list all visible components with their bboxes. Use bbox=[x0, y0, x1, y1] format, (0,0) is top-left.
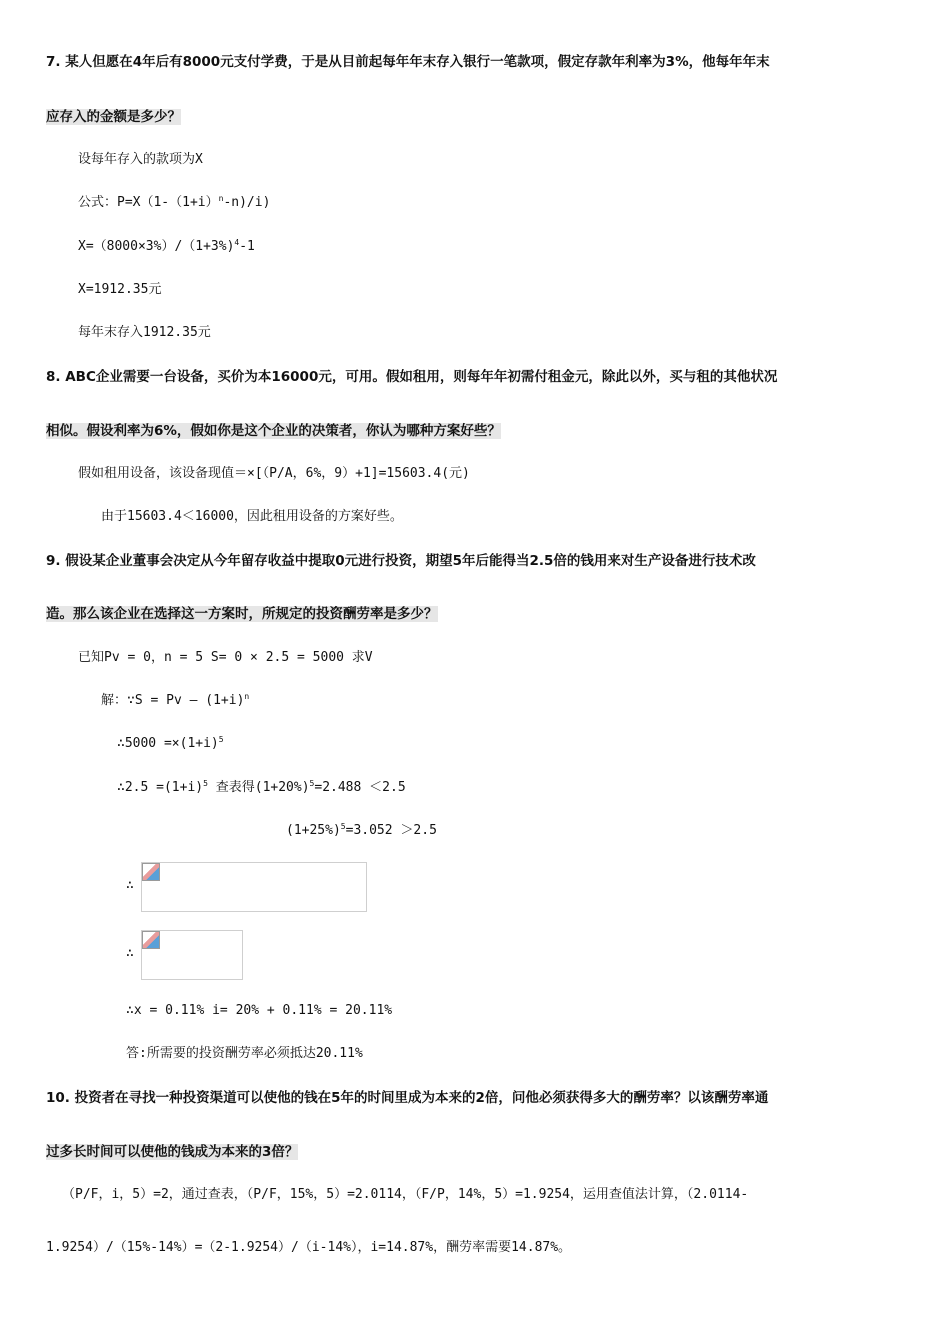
q9-answer: 答:所需要的投资酬劳率必须抵达20.11% bbox=[126, 1046, 363, 1061]
q10-title-line1: 10. 投资者在寻找一种投资渠道可以使他的钱在5年的时间里成为本来的2倍，问他必须获得多大的酬劳率？以该酬劳率通 bbox=[46, 1090, 769, 1106]
q7-answer-1: 设每年存入的款项为X bbox=[78, 152, 203, 167]
q10-answer-1: （P/F，i，5）=2，通过查表，（P/F，15%，5）=2.0114，（F/P，14%，5）=1.9254，运用查值法计算，（2.0114- bbox=[62, 1187, 749, 1202]
q7-formula: 公式：$P=X(1-(1+i)^n-n)/i$) bbox=[78, 194, 271, 210]
broken-image-2 bbox=[141, 930, 243, 980]
q9-solution-3: ∴2.5 $=(1+i)^5$ 查表得$(1+20\%)^5=2.488 <2.5$ bbox=[117, 779, 406, 795]
q8-title-line2: 相似。假设利率为6%，假如你是这个企业的决策者，你认为哪种方案好些？ bbox=[46, 423, 501, 439]
broken-image-icon bbox=[142, 863, 160, 881]
q10-answer-2: 1.9254）/（15%-14%）=（2-1.9254）/（i-14%），i=14.87%，酬劳率需要14.87%。 bbox=[46, 1240, 572, 1255]
q7-conclusion: 每年末存入1912.35元 bbox=[78, 325, 211, 340]
q8-answer-1: 假如租用设备，该设备现值＝×[（P/A，6%，9）+1]=15603.4(元) bbox=[78, 466, 470, 481]
q7-title-line2: 应存入的金额是多少？ bbox=[46, 109, 181, 125]
q9-title-line1: 9. 假设某企业董事会决定从今年留存收益中提取0元进行投资，期望5年后能得当2.5倍的钱用来对生产设备进行技术改 bbox=[46, 553, 756, 569]
q9-solution-1: 解：∵S = $Pv - (1+i)^n$ bbox=[101, 692, 250, 708]
broken-image-icon bbox=[142, 931, 160, 949]
q9-title-line2: 造。那么该企业在选择这一方案时，所规定的投资酬劳率是多少？ bbox=[46, 606, 438, 622]
q7-result: X=1912.35元 bbox=[78, 282, 162, 297]
broken-image-1 bbox=[141, 862, 367, 912]
q10-title-line2: 过多长时间可以使他的钱成为本来的3倍？ bbox=[46, 1144, 299, 1160]
q9-therefore-2: ∴ bbox=[126, 946, 134, 961]
q8-answer-2: 由于15603.4＜16000，因此租用设备的方案好些。 bbox=[101, 509, 403, 524]
q7-calc: X=（8000×3%）/（1+3%)$^4$-1 bbox=[78, 238, 255, 254]
q9-given: 已知Pv = 0，n = 5 S= 0 × 2.5 = 5000 求V bbox=[78, 650, 373, 665]
q9-solution-5: ∴x = 0.11% i= 20% + 0.11% = 20.11% bbox=[126, 1003, 393, 1018]
q7-title-line1: 7. 某人但愿在4年后有8000元支付学费，于是从目前起每年年末存入银行一笔款项，假定存款年利率为3%，他每年年末 bbox=[46, 54, 770, 70]
q9-therefore-1: ∴ bbox=[126, 878, 134, 893]
q9-solution-4: $(1+25\%)^5=3.052 >2.5$ bbox=[286, 822, 437, 838]
q8-title-line1: 8. ABC企业需要一台设备，买价为本16000元，可用。假如租用，则每年年初需付租金元，除此以外，买与租的其他状况 bbox=[46, 369, 778, 385]
q9-solution-2: ∴5000 $=\times(1+i)^5$ bbox=[117, 735, 224, 751]
